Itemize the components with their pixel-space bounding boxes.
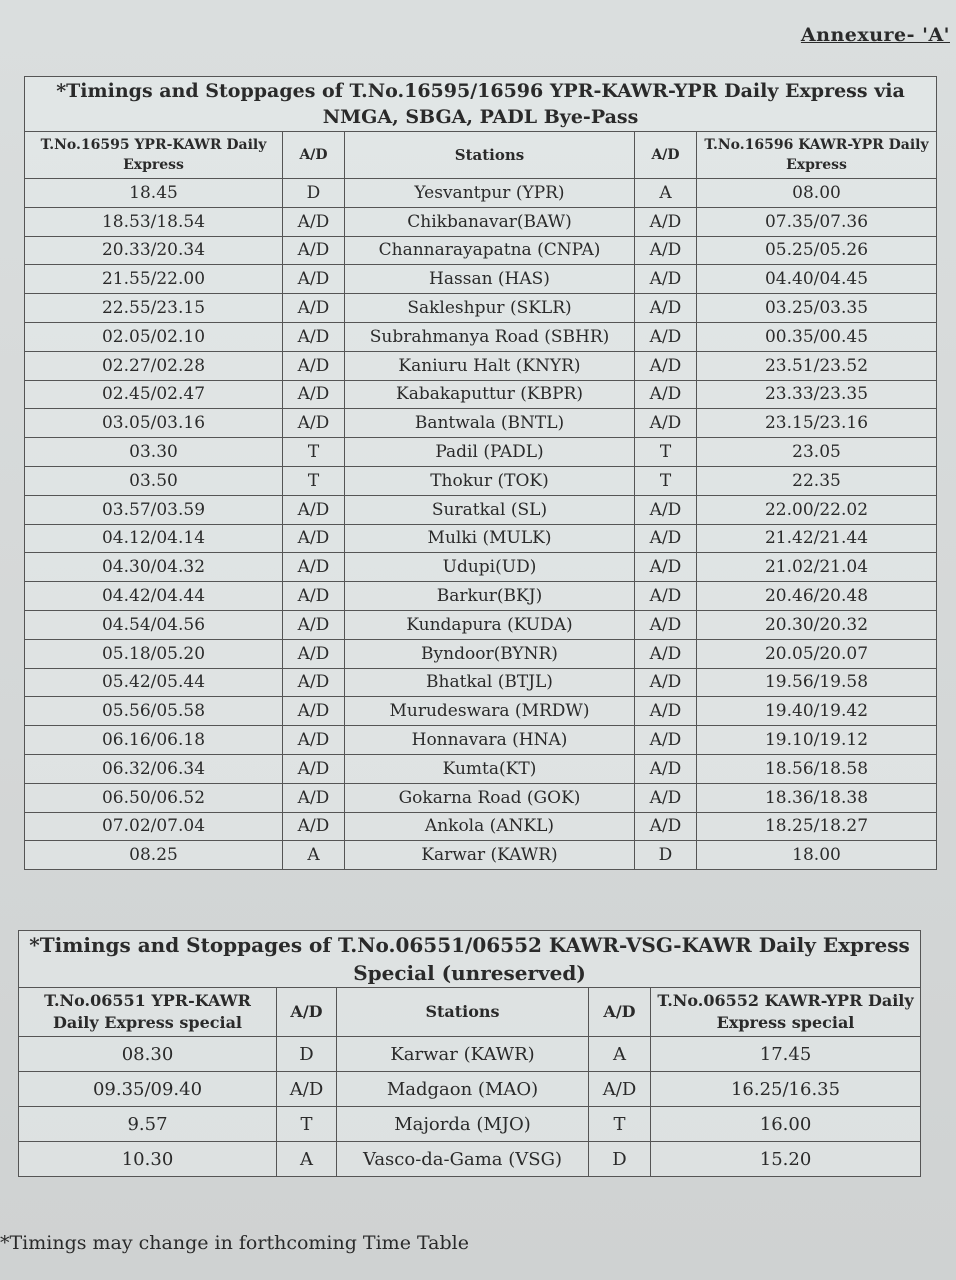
station-cell: Kumta(KT) xyxy=(345,754,635,783)
station-cell: Bhatkal (BTJL) xyxy=(345,668,635,697)
time-right-cell: 17.45 xyxy=(651,1037,921,1072)
timetable-16595-16596 xyxy=(24,76,937,870)
time-right-cell: 19.40/19.42 xyxy=(697,697,937,726)
ad-right-cell: A/D xyxy=(635,351,697,380)
time-left-cell: 05.42/05.44 xyxy=(25,668,283,697)
ad-right-cell: T xyxy=(589,1107,651,1142)
header-ad-left: A/D xyxy=(283,132,345,179)
ad-right-cell: D xyxy=(589,1142,651,1177)
ad-right-cell: A/D xyxy=(635,610,697,639)
header-stations: Stations xyxy=(337,988,589,1037)
time-right-cell: 21.02/21.04 xyxy=(697,553,937,582)
time-right-cell: 23.51/23.52 xyxy=(697,351,937,380)
time-right-cell: 19.10/19.12 xyxy=(697,726,937,755)
time-left-cell: 18.45 xyxy=(25,179,283,208)
time-left-cell: 9.57 xyxy=(19,1107,277,1142)
ad-left-cell: A/D xyxy=(283,351,345,380)
time-right-cell: 18.00 xyxy=(697,841,937,870)
table-row xyxy=(25,207,937,236)
ad-right-cell: T xyxy=(635,466,697,495)
table-title: *Timings and Stoppages of T.No.06551/06552 KAWR-VSG-KAWR Daily Express Special (unreserved) xyxy=(19,931,921,988)
ad-right-cell: D xyxy=(635,841,697,870)
ad-right-cell: A/D xyxy=(635,495,697,524)
time-right-cell: 19.56/19.58 xyxy=(697,668,937,697)
table-row xyxy=(25,466,937,495)
ad-left-cell: A xyxy=(277,1142,337,1177)
ad-right-cell: A/D xyxy=(635,697,697,726)
ad-right-cell: A xyxy=(589,1037,651,1072)
time-right-cell: 04.40/04.45 xyxy=(697,265,937,294)
time-right-cell: 23.15/23.16 xyxy=(697,409,937,438)
time-right-cell: 00.35/00.45 xyxy=(697,322,937,351)
station-cell: Vasco-da-Gama (VSG) xyxy=(337,1142,589,1177)
time-right-cell: 20.30/20.32 xyxy=(697,610,937,639)
header-left-train: T.No.06551 YPR-KAWR Daily Express special xyxy=(19,988,277,1037)
time-left-cell: 03.30 xyxy=(25,438,283,467)
ad-left-cell: A/D xyxy=(283,322,345,351)
header-ad-right: A/D xyxy=(635,132,697,179)
header-right-train: T.No.06552 KAWR-YPR Daily Express special xyxy=(651,988,921,1037)
station-cell: Kaniuru Halt (KNYR) xyxy=(345,351,635,380)
time-right-cell: 15.20 xyxy=(651,1142,921,1177)
station-cell: Bantwala (BNTL) xyxy=(345,409,635,438)
station-cell: Murudeswara (MRDW) xyxy=(345,697,635,726)
table-row xyxy=(25,697,937,726)
station-cell: Ankola (ANKL) xyxy=(345,812,635,841)
ad-left-cell: T xyxy=(283,466,345,495)
time-left-cell: 03.05/03.16 xyxy=(25,409,283,438)
header-right-train: T.No.16596 KAWR-YPR Daily Express xyxy=(697,132,937,179)
time-right-cell: 20.46/20.48 xyxy=(697,582,937,611)
ad-left-cell: A/D xyxy=(283,812,345,841)
header-ad-right: A/D xyxy=(589,988,651,1037)
ad-left-cell: A/D xyxy=(283,207,345,236)
ad-right-cell: A/D xyxy=(635,668,697,697)
footnote: *Timings may change in forthcoming Time Table xyxy=(0,1232,469,1254)
table-row xyxy=(25,236,937,265)
ad-left-cell: A/D xyxy=(283,639,345,668)
time-left-cell: 02.45/02.47 xyxy=(25,380,283,409)
time-right-cell: 20.05/20.07 xyxy=(697,639,937,668)
ad-left-cell: A/D xyxy=(283,783,345,812)
station-cell: Barkur(BKJ) xyxy=(345,582,635,611)
station-cell: Karwar (KAWR) xyxy=(345,841,635,870)
ad-left-cell: A/D xyxy=(283,553,345,582)
table-row xyxy=(25,524,937,553)
ad-left-cell: A/D xyxy=(283,668,345,697)
time-right-cell: 23.05 xyxy=(697,438,937,467)
table-row xyxy=(25,726,937,755)
ad-right-cell: A/D xyxy=(635,409,697,438)
station-cell: Madgaon (MAO) xyxy=(337,1072,589,1107)
ad-left-cell: D xyxy=(277,1037,337,1072)
table-row xyxy=(25,438,937,467)
table-row xyxy=(25,812,937,841)
ad-right-cell: A/D xyxy=(635,207,697,236)
table-row xyxy=(19,1037,921,1072)
table-row xyxy=(25,639,937,668)
table-row xyxy=(25,582,937,611)
ad-left-cell: A/D xyxy=(283,697,345,726)
ad-left-cell: A/D xyxy=(283,380,345,409)
time-right-cell: 03.25/03.35 xyxy=(697,294,937,323)
ad-right-cell: A/D xyxy=(635,236,697,265)
ad-left-cell: D xyxy=(283,179,345,208)
time-right-cell: 23.33/23.35 xyxy=(697,380,937,409)
time-right-cell: 18.56/18.58 xyxy=(697,754,937,783)
annexure-label: Annexure- 'A' xyxy=(800,24,950,46)
ad-left-cell: A/D xyxy=(283,582,345,611)
table-row xyxy=(25,179,937,208)
table-row xyxy=(19,1142,921,1177)
timetable-06551-06552 xyxy=(18,930,921,1177)
station-cell: Padil (PADL) xyxy=(345,438,635,467)
station-cell: Subrahmanya Road (SBHR) xyxy=(345,322,635,351)
station-cell: Chikbanavar(BAW) xyxy=(345,207,635,236)
table-row xyxy=(19,1107,921,1142)
ad-left-cell: A/D xyxy=(277,1072,337,1107)
time-left-cell: 22.55/23.15 xyxy=(25,294,283,323)
ad-left-cell: A/D xyxy=(283,610,345,639)
time-right-cell: 18.36/18.38 xyxy=(697,783,937,812)
ad-right-cell: A/D xyxy=(635,812,697,841)
table-row xyxy=(25,610,937,639)
time-left-cell: 21.55/22.00 xyxy=(25,265,283,294)
station-cell: Udupi(UD) xyxy=(345,553,635,582)
time-left-cell: 08.25 xyxy=(25,841,283,870)
time-left-cell: 04.12/04.14 xyxy=(25,524,283,553)
ad-left-cell: A/D xyxy=(283,726,345,755)
time-left-cell: 02.05/02.10 xyxy=(25,322,283,351)
table-row xyxy=(19,1072,921,1107)
time-left-cell: 20.33/20.34 xyxy=(25,236,283,265)
station-cell: Honnavara (HNA) xyxy=(345,726,635,755)
time-left-cell: 07.02/07.04 xyxy=(25,812,283,841)
time-right-cell: 21.42/21.44 xyxy=(697,524,937,553)
time-left-cell: 05.56/05.58 xyxy=(25,697,283,726)
table-title: *Timings and Stoppages of T.No.16595/16596 YPR-KAWR-YPR Daily Express via NMGA, SBGA, PADL Bye-Pass xyxy=(25,77,937,132)
ad-left-cell: A/D xyxy=(283,409,345,438)
time-left-cell: 02.27/02.28 xyxy=(25,351,283,380)
station-cell: Sakleshpur (SKLR) xyxy=(345,294,635,323)
ad-right-cell: A/D xyxy=(635,726,697,755)
table-row xyxy=(25,754,937,783)
ad-left-cell: A/D xyxy=(283,524,345,553)
station-cell: Gokarna Road (GOK) xyxy=(345,783,635,812)
ad-right-cell: A/D xyxy=(589,1072,651,1107)
ad-right-cell: A/D xyxy=(635,524,697,553)
ad-right-cell: A xyxy=(635,179,697,208)
ad-left-cell: A/D xyxy=(283,754,345,783)
time-left-cell: 18.53/18.54 xyxy=(25,207,283,236)
table-row xyxy=(25,265,937,294)
time-left-cell: 03.57/03.59 xyxy=(25,495,283,524)
table-row xyxy=(25,380,937,409)
time-left-cell: 08.30 xyxy=(19,1037,277,1072)
table-row xyxy=(25,841,937,870)
table-row xyxy=(25,783,937,812)
table-row xyxy=(25,351,937,380)
table-row xyxy=(25,294,937,323)
ad-right-cell: A/D xyxy=(635,380,697,409)
ad-right-cell: A/D xyxy=(635,553,697,582)
time-left-cell: 05.18/05.20 xyxy=(25,639,283,668)
station-cell: Kabakaputtur (KBPR) xyxy=(345,380,635,409)
ad-left-cell: A/D xyxy=(283,236,345,265)
ad-right-cell: A/D xyxy=(635,294,697,323)
table-row xyxy=(25,409,937,438)
ad-right-cell: A/D xyxy=(635,783,697,812)
time-left-cell: 06.16/06.18 xyxy=(25,726,283,755)
station-cell: Channarayapatna (CNPA) xyxy=(345,236,635,265)
time-right-cell: 05.25/05.26 xyxy=(697,236,937,265)
time-right-cell: 08.00 xyxy=(697,179,937,208)
time-left-cell: 04.30/04.32 xyxy=(25,553,283,582)
ad-left-cell: T xyxy=(283,438,345,467)
header-stations: Stations xyxy=(345,132,635,179)
station-cell: Hassan (HAS) xyxy=(345,265,635,294)
time-left-cell: 04.54/04.56 xyxy=(25,610,283,639)
ad-right-cell: T xyxy=(635,438,697,467)
ad-left-cell: A/D xyxy=(283,265,345,294)
station-cell: Yesvantpur (YPR) xyxy=(345,179,635,208)
time-left-cell: 09.35/09.40 xyxy=(19,1072,277,1107)
ad-left-cell: A/D xyxy=(283,495,345,524)
time-left-cell: 04.42/04.44 xyxy=(25,582,283,611)
station-cell: Karwar (KAWR) xyxy=(337,1037,589,1072)
header-left-train: T.No.16595 YPR-KAWR Daily Express xyxy=(25,132,283,179)
station-cell: Majorda (MJO) xyxy=(337,1107,589,1142)
time-right-cell: 18.25/18.27 xyxy=(697,812,937,841)
ad-right-cell: A/D xyxy=(635,639,697,668)
ad-left-cell: A/D xyxy=(283,294,345,323)
ad-left-cell: T xyxy=(277,1107,337,1142)
time-right-cell: 22.35 xyxy=(697,466,937,495)
time-right-cell: 22.00/22.02 xyxy=(697,495,937,524)
ad-right-cell: A/D xyxy=(635,582,697,611)
header-ad-left: A/D xyxy=(277,988,337,1037)
table-row xyxy=(25,495,937,524)
ad-right-cell: A/D xyxy=(635,322,697,351)
ad-right-cell: A/D xyxy=(635,265,697,294)
time-right-cell: 16.25/16.35 xyxy=(651,1072,921,1107)
time-left-cell: 03.50 xyxy=(25,466,283,495)
ad-left-cell: A xyxy=(283,841,345,870)
time-left-cell: 06.50/06.52 xyxy=(25,783,283,812)
station-cell: Thokur (TOK) xyxy=(345,466,635,495)
ad-right-cell: A/D xyxy=(635,754,697,783)
station-cell: Byndoor(BYNR) xyxy=(345,639,635,668)
station-cell: Mulki (MULK) xyxy=(345,524,635,553)
station-cell: Suratkal (SL) xyxy=(345,495,635,524)
table-row xyxy=(25,553,937,582)
station-cell: Kundapura (KUDA) xyxy=(345,610,635,639)
time-left-cell: 06.32/06.34 xyxy=(25,754,283,783)
table-row xyxy=(25,322,937,351)
time-left-cell: 10.30 xyxy=(19,1142,277,1177)
table-row xyxy=(25,668,937,697)
time-right-cell: 07.35/07.36 xyxy=(697,207,937,236)
time-right-cell: 16.00 xyxy=(651,1107,921,1142)
